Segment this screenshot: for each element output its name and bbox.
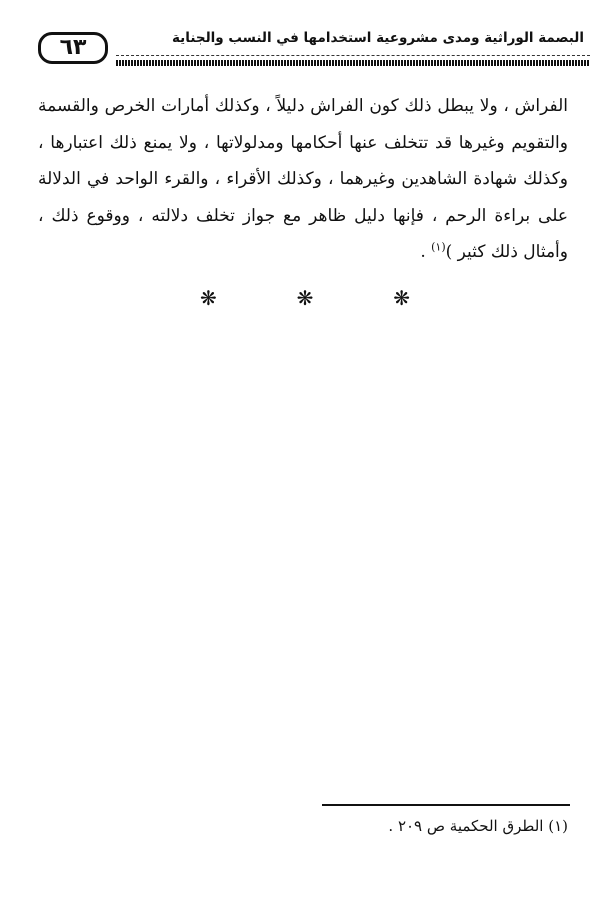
header-rule bbox=[116, 60, 590, 66]
body-paragraph bbox=[38, 88, 568, 271]
footnote-reference: (١) bbox=[431, 240, 446, 254]
star-icon: ❋ bbox=[393, 286, 410, 310]
footnote-divider bbox=[322, 804, 570, 806]
star-icon: ❋ bbox=[200, 286, 217, 310]
header-dashed-rule bbox=[116, 55, 590, 56]
star-icon: ❋ bbox=[296, 286, 314, 310]
footnote: (١) الطرق الحكمية ص ٢٠٩ . bbox=[388, 817, 568, 835]
page-number-badge: ٦٣ bbox=[38, 32, 108, 64]
running-title: البصمة الوراثية ومدى مشروعية استخدامها في النسب والجناية bbox=[172, 30, 584, 46]
page-header bbox=[24, 26, 590, 72]
paragraph-text: الفراش ، ولا يبطل ذلك كون الفراش دليلاً ، وكذلك أمارات الخرص والقسمة والتقويم وغيرها قد تتخلف عنها أحكامها ومدلولاتها ، ولا يمنع ذلك اعتبارها ، وكذلك شهادة الشاهدين وغيرهما ، وكذلك الأقراء ، والقرء الواحد في الدلالة على براءة الرحم ، فإنها دليل ظاهر مع جواز تخلف دلالته ، ووقوع ذلك ، وأمثال ذلك كثير ) bbox=[38, 96, 568, 262]
section-separator bbox=[200, 286, 410, 310]
main-text bbox=[38, 88, 568, 271]
end-punctuation: . bbox=[420, 242, 432, 262]
